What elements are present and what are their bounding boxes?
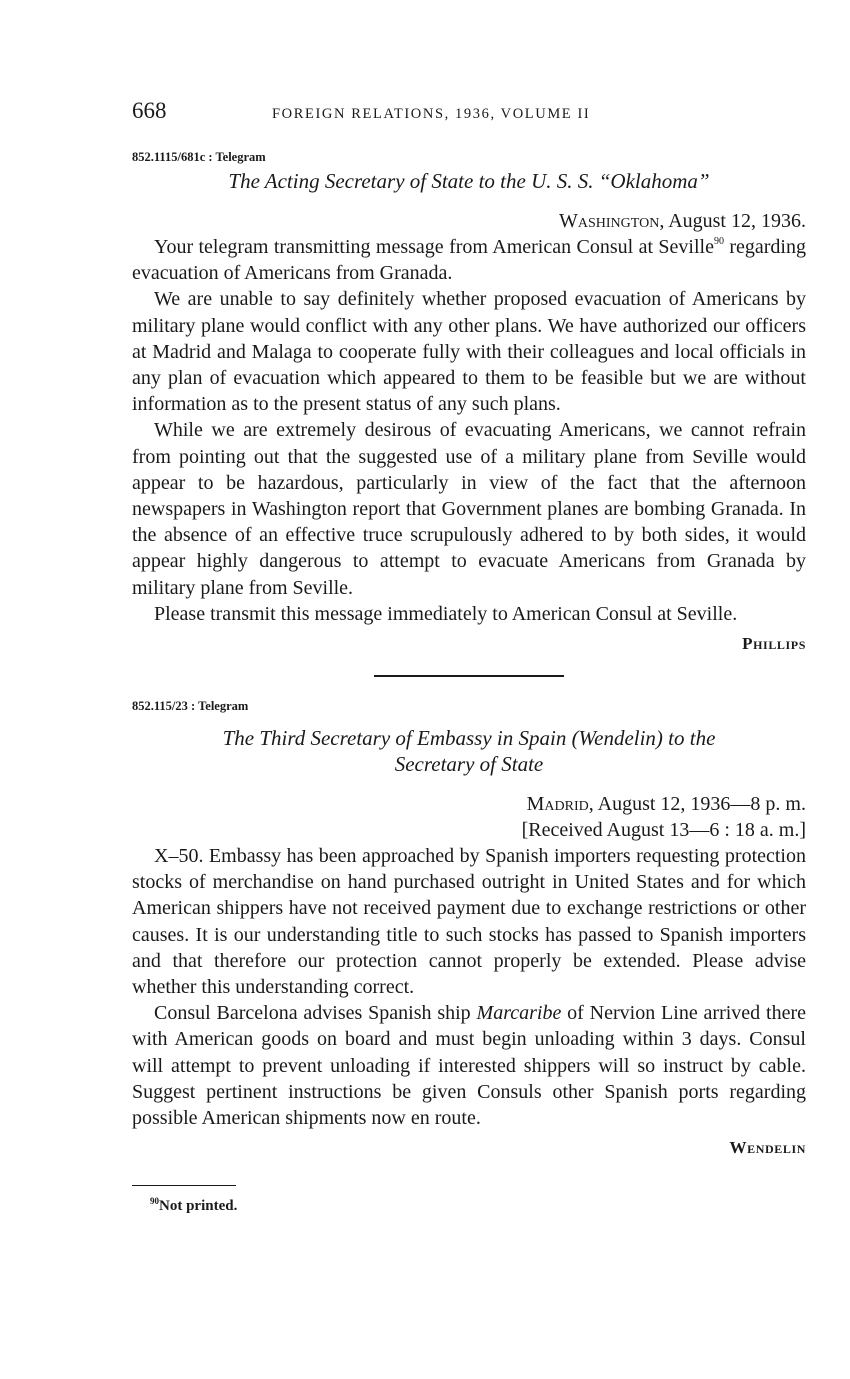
paragraph-1-4: Please transmit this message immediately to American Consul at Seville. [154,602,738,625]
dateline-date-1: , August 12, 1936. [659,210,806,232]
dateline-2 [132,791,806,817]
footnote-rule [132,1185,236,1186]
footnote-reference: 90 [713,236,724,247]
document-title-1: The Acting Secretary of State to the U. S. S. “Oklahoma” [228,169,710,193]
ship-name: Marcaribe [476,1002,562,1025]
dateline-1 [132,208,806,234]
received-line: [Received August 13—6 : 18 a. m.] [521,819,806,842]
footnote-text: Not printed. [159,1198,238,1215]
paragraph-1-2: We are unable to say definitely whether proposed evacuation of Americans by military plane would conflict with any other plans. We have authorized our officers at Madrid and Malaga to cooperate fully with their colleagues and local officials in any plan of evacuation which appeared to them to be feasible but we are without information as to the present status of any such plans. [132,288,806,416]
paragraph-text: Your telegram transmitting message from American Consul at Seville [154,236,714,258]
dateline-place-1: Washington [559,210,660,232]
paragraph-1-3: While we are extremely desirous of evacuating Americans, we cannot refrain from pointing out that the suggested use of a military plane from Seville would appear to be hazardous, particularly in view of the fact that the afternoon newspapers in Washington report that Government planes are bombing Granada. In the absence of an effective truce scrupulously adhered to by both sides, it would appear highly dangerous to attempt to evacuate Americans from Granada by military plane from Seville. [132,419,806,599]
document-title-2 [132,725,806,777]
file-reference-1: 852.1115/681c : Telegram [132,150,266,164]
signature-2: Wendelin [729,1138,806,1158]
document-page [132,92,806,1215]
footnote-mark: 90 [150,1196,159,1207]
dateline-date-2: , August 12, 1936—8 p. m. [588,793,806,816]
paragraph-text: regarding evacuation of Americans from Granada. [132,236,806,285]
paragraph-2-1: X–50. Embassy has been approached by Spanish importers requesting protection stocks of merchandise on hand purchased outright in United States and for which American shippers have not received payment due to exchange restrictions or other causes. It is our understanding title to such stocks has passed to Spanish importers and that therefore our protection cannot properly be extended. Please advise whether this understanding correct. [132,845,806,999]
section-divider [374,675,564,677]
paragraph-text: Consul Barcelona advises Spanish ship [154,1002,477,1025]
paragraph-2-2 [132,1000,806,1131]
running-header [132,92,806,132]
paragraph-1-1 [132,234,806,286]
page-number: 668 [132,98,167,123]
dateline-place-2: Madrid [526,793,589,816]
running-title: FOREIGN RELATIONS, 1936, VOLUME II [272,106,591,122]
document-title-2-line-2: Secretary of State [394,752,544,777]
footnote [132,1198,806,1215]
signature-1: Phillips [742,634,806,654]
document-title-2-line-1: The Third Secretary of Embassy in Spain (Wendelin) to the [222,726,716,751]
paragraph-text: of Nervion Line arrived there with American goods on board and must begin unloading within 3 days. Consul will attempt to prevent unloading if interested shippers will so instruct by cable. Suggest pertinent instructions be given Consuls other Spanish ports regarding possible American shipments now en route. [132,1002,806,1130]
file-reference-2: 852.115/23 : Telegram [132,699,249,714]
